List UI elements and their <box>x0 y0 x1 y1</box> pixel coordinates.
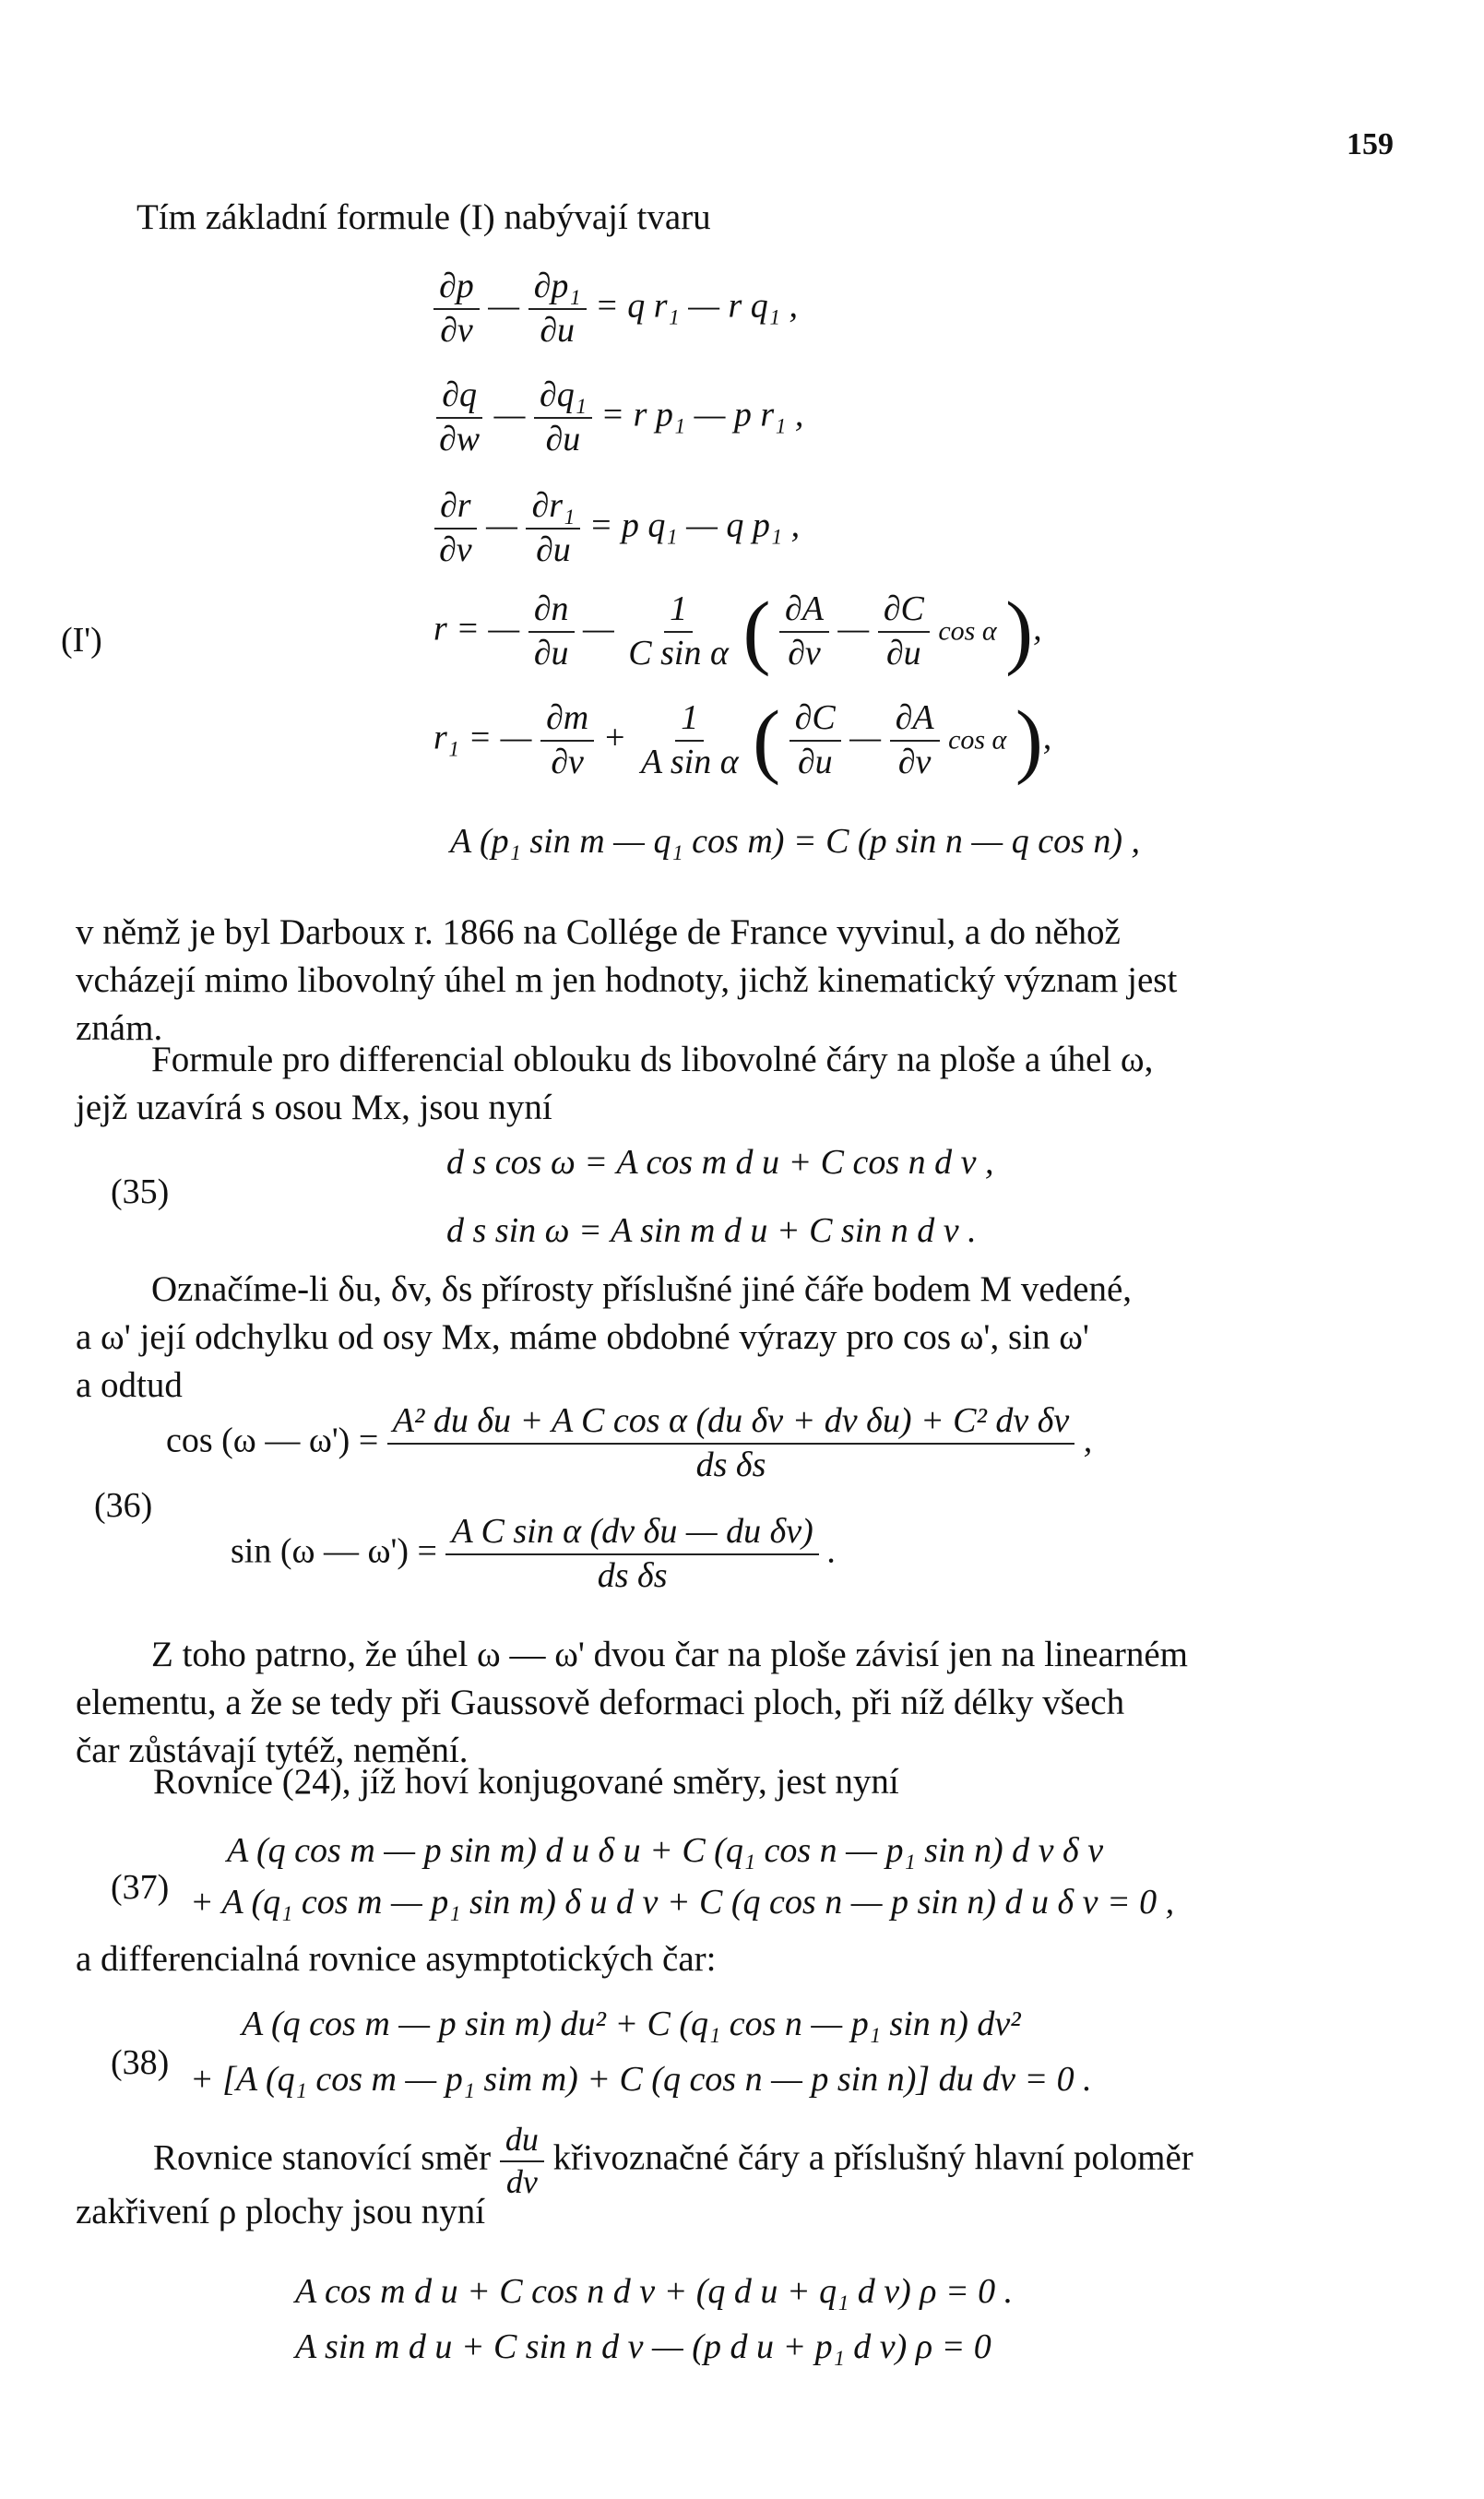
eq-line: r = — $\frac{\partial n}{\partial u}$ — $\frac{1}{\text{C sin α}}$ ( $\frac{\partial A}{\partial v}$ — $\frac{\partial C}{\partial u}$ cos α ), <box>433 586 1042 677</box>
paragraph: Rovnice (24), jíž hoví konjugované směry, jest nyní <box>153 1762 899 1802</box>
eq-line: sin (ω — ω') = $\frac{\text{A C sin α (dv δu — du δv)}}{\text{ds δs}}$ . <box>231 1512 837 1595</box>
equation-label: (38) <box>111 2043 170 2082</box>
paragraph: zakřivení ρ plochy jsou nyní <box>76 2192 486 2231</box>
intro-text: Tím základní formule (I) nabývají tvaru <box>137 197 711 237</box>
paragraph: Rovnice stanovící směr $\frac{du}{dv}$ křivoznačné čáry a příslušný hlavní poloměr <box>153 2121 1193 2200</box>
paragraph: Formule pro differencial oblouku ds libovolné čáry na ploše a úhel ω, jejž uzavírá s osou Mx, jsou nyní <box>76 1040 1154 1127</box>
eq-line: A (q cos m — p sin m) du² + C (q₁ cos n — p₁ sin n) dv² <box>242 2005 1021 2043</box>
eq-line: $\frac{\partial r}{\partial v}$ — $\frac{\text{∂r₁}}{\partial u}$ = p q₁ — q p₁ , <box>433 487 800 570</box>
paragraph: Z toho patrno, že úhel ω — ω' dvou čar na ploše závisí jen na linearném elementu, a že se tedy při Gaussově deformaci ploch, při níž délky všech čar zůstávají tytéž, nemění. <box>76 1635 1189 1770</box>
eq-line: + A (q₁ cos m — p₁ sin m) δ u d v + C (q cos n — p sin n) d u δ v = 0 , <box>190 1883 1175 1922</box>
paragraph: a differencialná rovnice asymptotických čar: <box>76 1939 717 1979</box>
equation-label: (37) <box>111 1868 170 1907</box>
eq-line: A (p₁ sin m — q₁ cos m) = C (p sin n — q cos n) , <box>450 822 1141 861</box>
eq-line: d s cos ω = A cos m d u + C cos n d v , <box>446 1143 994 1182</box>
eq-line: r₁ = — $\frac{\partial m}{\partial v}$ + $\frac{1}{\text{A sin α}}$ ( $\frac{\partial C}{\partial u}$ — $\frac{\partial A}{\partial v}$ cos α ), <box>433 695 1052 786</box>
eq-line: + [A (q₁ cos m — p₁ sim m) + C (q cos n — p sin n)] du dv = 0 . <box>190 2060 1092 2099</box>
eq-line: d s sin ω = A sin m d u + C sin n d v . <box>446 1211 977 1250</box>
eq-line: $\frac{\partial q}{\partial w}$ — $\frac{\text{∂q₁}}{\partial u}$ = r p₁ — p r₁ , <box>433 376 803 459</box>
paragraph: v němž je byl Darboux r. 1866 na Collége de France vyvinul, a do něhož vcházejí mimo libovolný úhel m jen hodnoty, jichž kinematický význam jest znám. <box>76 912 1178 1048</box>
paragraph: Označíme-li δu, δv, δs přírosty příslušné jiné čáře bodem M vedené, a ω' její odchylku od osy Mx, máme obdobné výrazy pro cos ω', sin ω' a odtud <box>76 1269 1133 1405</box>
eq-line: cos (ω — ω') = $\frac{\text{A² du δu + A C cos α (du δv + dv δu) + C² dv δv}}{\text{ds δs}}$ , <box>166 1401 1093 1484</box>
eq-line: A sin m d u + C sin n d v — (p d u + p₁ d v) ρ = 0 <box>295 2327 991 2366</box>
eq-line: A cos m d u + C cos n d v + (q d u + q₁ d v) ρ = 0 . <box>295 2272 1014 2311</box>
eq-line: $\frac{\partial p}{\partial v}$ — $\frac{\text{∂p₁}}{\partial u}$ = q r₁ — r q₁ , <box>433 268 798 351</box>
equation-label: (35) <box>111 1172 170 1211</box>
equation-label: (36) <box>94 1486 153 1525</box>
page-number: 159 <box>1347 127 1394 161</box>
equation-label: (I') <box>61 621 102 660</box>
eq-line: A (q cos m — p sin m) d u δ u + C (q₁ cos n — p₁ sin n) d v δ v <box>227 1831 1104 1870</box>
